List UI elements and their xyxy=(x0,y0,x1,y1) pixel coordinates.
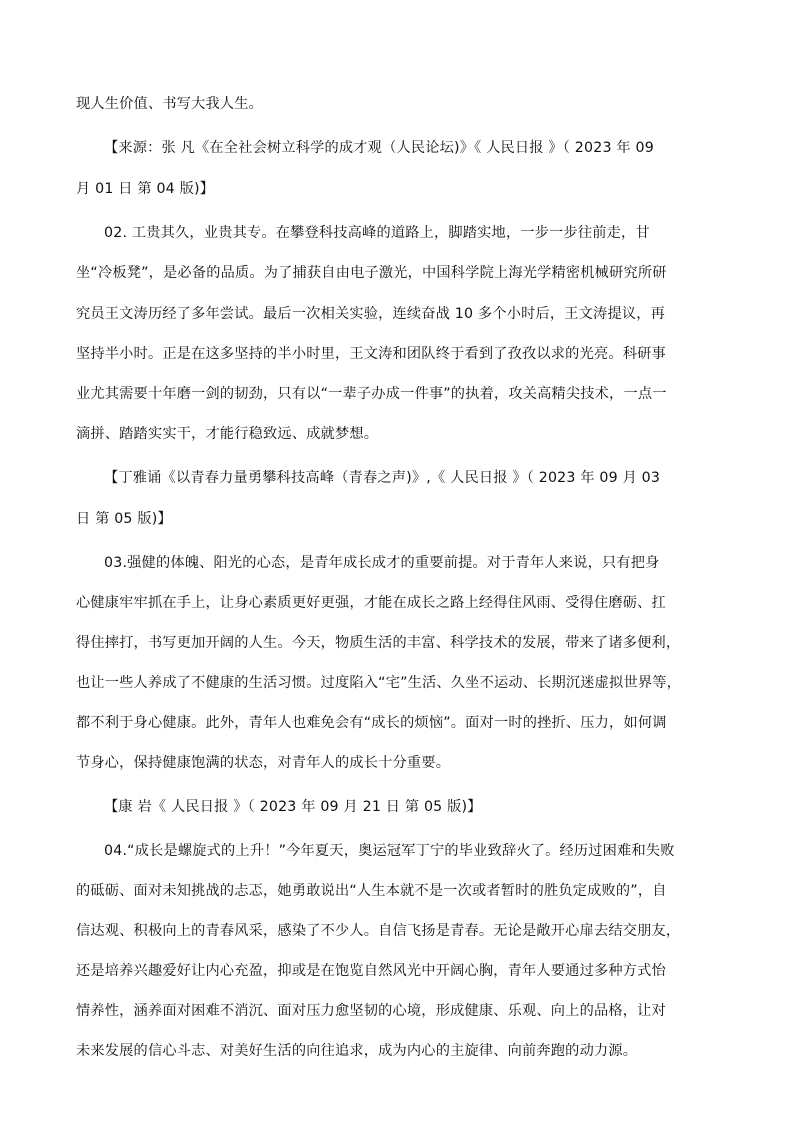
text-line: 月 01 日 第 04 版)】 xyxy=(76,181,215,197)
text-line: 滴拼、踏踏实实干，才能行稳致远、成就梦想。 xyxy=(76,426,379,442)
paragraph-continuation xyxy=(76,93,718,113)
text-line: 也让一些人养成了不健康的生活习惯。过度陷入“宅”生活、久坐不运动、长期沉迷虚拟世界等， xyxy=(76,675,681,691)
text-line: 【康 岩《 人民日报 》（ 2023 年 09 月 21 日 第 05 版)】 xyxy=(104,799,482,815)
text-line: 心健康牢牢抓在手上，让身心素质更好更强，才能在成长之路上经得住风雨、受得住磨砺、扛 xyxy=(76,595,666,611)
text-line: 坐“冷板凳”，是必备的品质。为了捕获自由电子激光，中国科学院上海光学精密机械研究所研 xyxy=(76,265,667,281)
text-line: 未来发展的信心斗志、对美好生活的向往追求，成为内心的主旋律、向前奔跑的动力源。 xyxy=(76,1043,638,1059)
paragraph-03 xyxy=(76,552,718,772)
text-line: 【来源：张 凡《在全社会树立科学的成才观（人民论坛)》《 人民日报 》（ 2023 年 09 xyxy=(104,140,654,156)
text-line: 的砥砺、面对未知挑战的忐忑，她勇敢说出“人生本就不是一次或者暂时的胜负定成败的”，自 xyxy=(76,883,667,899)
text-line: 得住摔打，书写更加开阔的人生。今天，物质生活的丰富、科学技术的发展，带来了诸多便利， xyxy=(76,635,681,651)
paragraph-04 xyxy=(76,840,718,1060)
text-line: 都不利于身心健康。此外，青年人也难免会有“成长的烦恼”。面对一时的挫折、压力，如何调 xyxy=(76,715,667,731)
text-line: 信达观、积极向上的青春风采，感染了不少人。自信飞扬是青春。无论是敞开心扉去结交朋友， xyxy=(76,923,681,939)
source-citation-1 xyxy=(76,137,718,198)
text-line: 情养性，涵养面对困难不消沉、面对压力愈坚韧的心境，形成健康、乐观、向上的品格，让对 xyxy=(76,1003,666,1019)
source-citation-2 xyxy=(76,467,718,528)
text-line: 坚持半小时。正是在这多坚持的半小时里，王文涛和团队终于看到了孜孜以求的光亮。科研事 xyxy=(76,346,666,362)
text-line: 究员王文涛历经了多年尝试。最后一次相关实验，连续奋战 10 多个小时后，王文涛提议，再 xyxy=(76,306,665,322)
text-line: 04.“成长是螺旋式的上升！”今年夏天，奥运冠军丁宁的毕业致辞火了。经历过困难和失败 xyxy=(104,843,675,859)
text-line: 02. 工贵其久，业贵其专。在攀登科技高峰的道路上，脚踏实地，一步一步往前走，甘 xyxy=(104,225,650,241)
text-line: 节身心，保持健康饱满的状态，对青年人的成长十分重要。 xyxy=(76,755,451,771)
text-line: 03.强健的体魄、阳光的心态，是青年成长成才的重要前提。对于青年人来说，只有把身 xyxy=(104,555,660,571)
paragraph-02 xyxy=(76,222,718,443)
text-line: 【丁雅诵《以青春力量勇攀科技高峰（青春之声)》,《 人民日报 》（ 2023 年 09 月 03 xyxy=(104,470,661,486)
text-line: 业尤其需要十年磨一剑的韧劲，只有以“一辈子办成一件事”的执着，攻关高精尖技术，一点一 xyxy=(76,386,667,402)
text-line: 日 第 05 版)】 xyxy=(76,511,172,527)
source-citation-3 xyxy=(76,796,718,816)
text-line: 现人生价值、书写大我人生。 xyxy=(76,96,264,112)
text-line: 还是培养兴趣爱好让内心充盈，抑或是在饱览自然风光中开阔心胸，青年人要通过多种方式怡 xyxy=(76,963,666,979)
